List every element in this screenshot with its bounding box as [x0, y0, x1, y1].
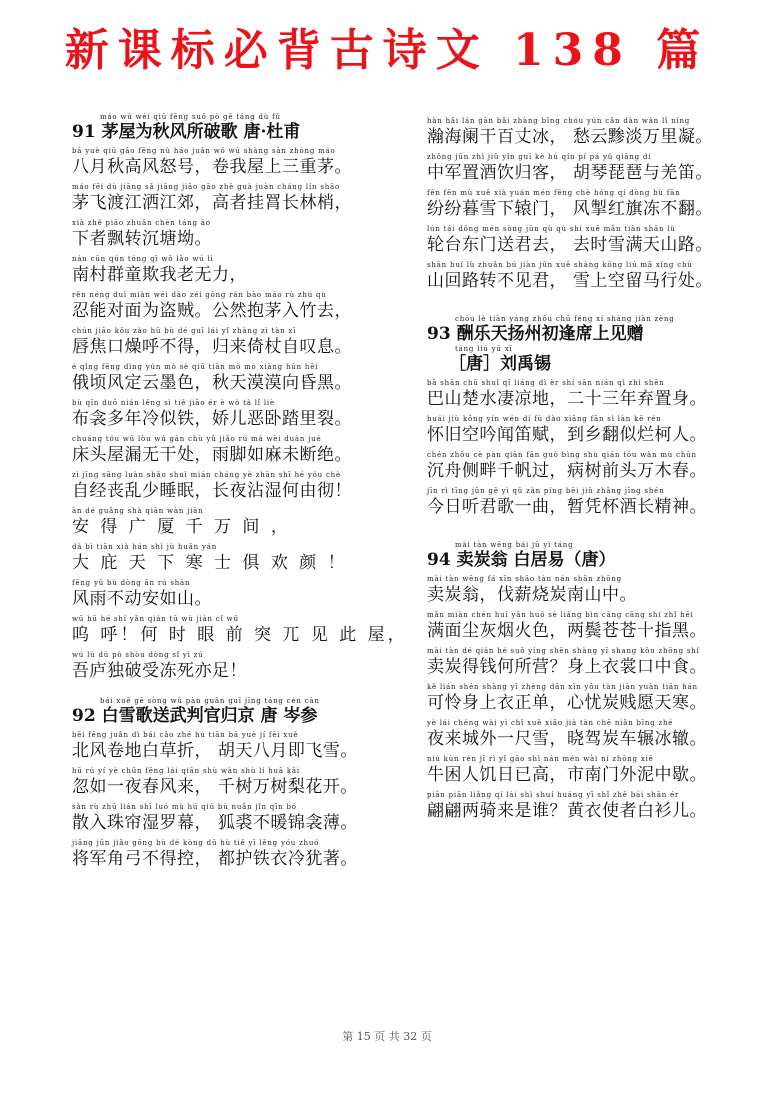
verse-pinyin: mài tàn dé qián hé suǒ yíng shēn shàng yī shang kǒu zhōng shí: [427, 647, 700, 655]
verse-pinyin: piān piān liǎng qí lái shì shuí huáng yī shǐ zhě bái shān ér: [427, 791, 680, 799]
section-gap: [72, 682, 392, 696]
verse-line: 布衾多年冷似铁，娇儿恶卧踏里裂。: [72, 409, 352, 429]
verse-line: 今日听君歌一曲，暂凭杯酒长精神。: [427, 497, 707, 517]
verse-pinyin: wū hū hé shí yǎn qián tū wù jiàn cǐ wū: [72, 615, 239, 623]
verse-line: 夜来城外一尺雪，晓驾炭车辗冰辙。: [427, 729, 707, 749]
verse-line: 怀旧空吟闻笛赋，到乡翻似烂柯人。: [427, 425, 707, 445]
verse-line: 巴山楚水凄凉地，二十三年弃置身。: [427, 389, 707, 409]
verse-line: 茅飞渡江洒江郊，高者挂罥长林梢，: [72, 193, 352, 213]
verse-pinyin: wú lú dú pò shòu dòng sǐ yì zú: [72, 651, 204, 659]
title-pinyin: táng liú yǔ xī: [455, 345, 513, 353]
poem-title: 94 卖炭翁 白居易（唐）: [427, 550, 616, 570]
verse-pinyin: bā yuè qiū gāo fēng nù háo juǎn wǒ wū shàng sān zhòng máo: [72, 147, 336, 155]
verse-line: 山回路转不见君， 雪上空留马行处。: [427, 271, 713, 291]
verse-pinyin: hàn hǎi lán gān bǎi zhàng bīng chóu yún cǎn dàn wàn lǐ níng: [427, 117, 691, 125]
verse-line: 将军角弓不得控， 都护铁衣冷犹著。: [72, 849, 358, 869]
poem-title: 93 酬乐天扬州初逢席上见赠: [427, 324, 644, 344]
verse-pinyin: shān huí lù zhuǎn bú jiàn jūn xuě shàng kōng liú mǎ xíng chù: [427, 261, 693, 269]
right-column: [427, 112, 747, 822]
poem-title: 91 茅屋为秋风所破歌 唐·杜甫: [72, 122, 301, 142]
verse-pinyin: zì jīng sāng luàn shǎo shuì mián cháng yè zhān shī hé yóu chè: [72, 471, 341, 479]
verse-pinyin: fēn fēn mù xuě xià yuán mén fēng chè hóng qí dòng bù fān: [427, 189, 681, 197]
verse-line: 下者飘转沉塘坳。: [72, 229, 212, 249]
verse-pinyin: huái jiù kōng yín wén dí fù dào xiāng fān sì làn kē rén: [427, 415, 662, 423]
verse-line: 俄顷风定云墨色，秋天漠漠向昏黑。: [72, 373, 352, 393]
verse-line: 八月秋高风怒号，卷我屋上三重茅。: [72, 157, 352, 177]
verse-line: 中军置酒饮归客， 胡琴琵琶与羌笛。: [427, 163, 713, 183]
verse-line: 安 得 广 厦 千 万 间 ，: [72, 517, 291, 537]
verse-line: 牛困人饥日已高，市南门外泥中歇。: [427, 765, 707, 785]
page-footer: 第 15 页 共 32 页: [342, 1030, 432, 1043]
verse-pinyin: niú kùn rén jī rì yǐ gāo shì nán mén wài ní zhōng xiē: [427, 755, 654, 763]
verse-line: 北风卷地白草折， 胡天八月即飞雪。: [72, 741, 358, 761]
verse-line: 风雨不动安如山。: [72, 589, 212, 609]
verse-pinyin: kě lián shēn shàng yī zhèng dān xīn yōu tàn jiàn yuàn tiān hán: [427, 683, 698, 691]
verse-pinyin: mài tàn wēng fá xīn shāo tàn nán shān zhōng: [427, 575, 622, 583]
verse-pinyin: dà bì tiān xià hán shì jù huān yán: [72, 543, 218, 551]
verse-pinyin: yè lái chéng wài yì chǐ xuě xiǎo jià tàn chē niǎn bīng zhé: [427, 719, 674, 727]
verse-line: 散入珠帘湿罗幕， 狐裘不暖锦衾薄。: [72, 813, 358, 833]
title-pinyin: mài tàn wēng bái jū yì táng: [455, 541, 574, 549]
verse-pinyin: chún jiāo kǒu zào hū bù dé guī lái yǐ zhàng zì tàn xī: [72, 327, 297, 335]
verse-pinyin: jīn rì tīng jūn gē yì qǔ zàn píng bēi jiǔ zhǎng jīng shén: [427, 487, 665, 495]
verse-line: 满面尘灰烟火色，两鬓苍苍十指黑。: [427, 621, 707, 641]
verse-line: 卖炭翁，伐薪烧炭南山中。: [427, 585, 637, 605]
verse-pinyin: lún tái dōng mén sòng jūn qù qù shí xuě mǎn tiān shān lù: [427, 225, 676, 233]
verse-pinyin: nán cūn qún tóng qī wǒ lǎo wú lì: [72, 255, 214, 263]
verse-pinyin: sàn rù zhū lián shī luó mù hú qiú bù nuǎn jǐn qīn bó: [72, 803, 297, 811]
verse-pinyin: rěn néng duì miàn wéi dào zéi gōng rán bào máo rù zhú qù: [72, 291, 327, 299]
verse-pinyin: hū rú yí yè chūn fēng lái qiān shù wàn shù lí huā kāi: [72, 767, 300, 775]
verse-line: 吾庐独破受冻死亦足！: [72, 661, 247, 681]
title-pinyin: chóu lè tiān yáng zhōu chū féng xí shàng jiàn zèng: [455, 315, 675, 323]
poem-title: ［唐］刘禹锡: [449, 354, 551, 374]
verse-pinyin: fēng yǔ bù dòng ān rú shān: [72, 579, 191, 587]
verse-pinyin: é qǐng fēng dìng yún mò sè qiū tiān mò mò xiàng hūn hēi: [72, 363, 319, 371]
title-pinyin: bái xuě gē sòng wǔ pàn guān guī jīng táng cén cān: [100, 697, 320, 705]
verse-pinyin: máo fēi dù jiāng sǎ jiāng jiāo gāo zhě guà juàn cháng lín shāo: [72, 183, 341, 191]
page-header-title: 新课标必背古诗文 138 篇: [64, 25, 710, 76]
section-gap: [427, 292, 747, 314]
verse-line: 轮台东门送君去， 去时雪满天山路。: [427, 235, 713, 255]
verse-line: 唇焦口燥呼不得，归来倚杖自叹息。: [72, 337, 352, 357]
verse-line: 卖炭得钱何所营？身上衣裳口中食。: [427, 657, 707, 677]
section-gap: [427, 518, 747, 540]
verse-pinyin: bā shān chǔ shuǐ qī liáng dì èr shí sān nián qì zhì shēn: [427, 379, 665, 387]
left-column: [72, 112, 408, 870]
verse-line: 南村群童欺我老无力，: [72, 265, 247, 285]
verse-line: 大 庇 天 下 寒 士 俱 欢 颜 ！: [72, 553, 348, 573]
verse-line: 忽如一夜春风来， 千树万树梨花开。: [72, 777, 358, 797]
verse-pinyin: xià zhě piāo zhuǎn chén táng ào: [72, 219, 211, 227]
verse-line: 床头屋漏无干处，雨脚如麻未断绝。: [72, 445, 352, 465]
verse-pinyin: zhōng jūn zhì jiǔ yǐn guī kè hú qín pí pá yǔ qiāng dí: [427, 153, 652, 161]
poem-title: 92 白雪歌送武判官归京 唐 岑参: [72, 706, 318, 726]
verse-pinyin: mǎn miàn chén huī yān huǒ sè liǎng bìn cāng cāng shí zhǐ hēi: [427, 611, 694, 619]
verse-line: 纷纷暮雪下辕门， 风掣红旗冻不翻。: [427, 199, 713, 219]
verse-pinyin: bù qīn duō nián lěng sì tiě jiāo ér è wò tà lǐ liè: [72, 399, 275, 407]
verse-line: 忍能对面为盗贼。公然抱茅入竹去，: [72, 301, 352, 321]
verse-pinyin: jiāng jūn jiǎo gōng bù dé kòng dū hù tiě yī lěng yóu zhuó: [72, 839, 320, 847]
verse-pinyin: chuáng tóu wū lòu wú gān chù yǔ jiǎo rú má wèi duàn jué: [72, 435, 322, 443]
title-pinyin: máo wū wéi qiū fēng suǒ pò gē táng dù fǔ: [100, 113, 281, 121]
verse-line: 呜 呼！何 时 眼 前 突 兀 见 此 屋，: [72, 625, 408, 645]
verse-pinyin: ān dé guǎng shà qiān wàn jiān: [72, 507, 204, 515]
verse-pinyin: běi fēng juǎn dì bái cǎo zhé hú tiān bā yuè jí fēi xuě: [72, 731, 299, 739]
verse-line: 翩翩两骑来是谁？黄衣使者白衫儿。: [427, 801, 707, 821]
verse-line: 瀚海阑干百丈冰， 愁云黪淡万里凝。: [427, 127, 713, 147]
verse-line: 可怜身上衣正单，心忧炭贱愿天寒。: [427, 693, 707, 713]
verse-line: 自经丧乱少睡眠，长夜沾湿何由彻！: [72, 481, 352, 501]
verse-line: 沉舟侧畔千帆过，病树前头万木春。: [427, 461, 707, 481]
verse-pinyin: chén zhōu cè pàn qiān fān guò bìng shù qián tóu wàn mù chūn: [427, 451, 697, 459]
